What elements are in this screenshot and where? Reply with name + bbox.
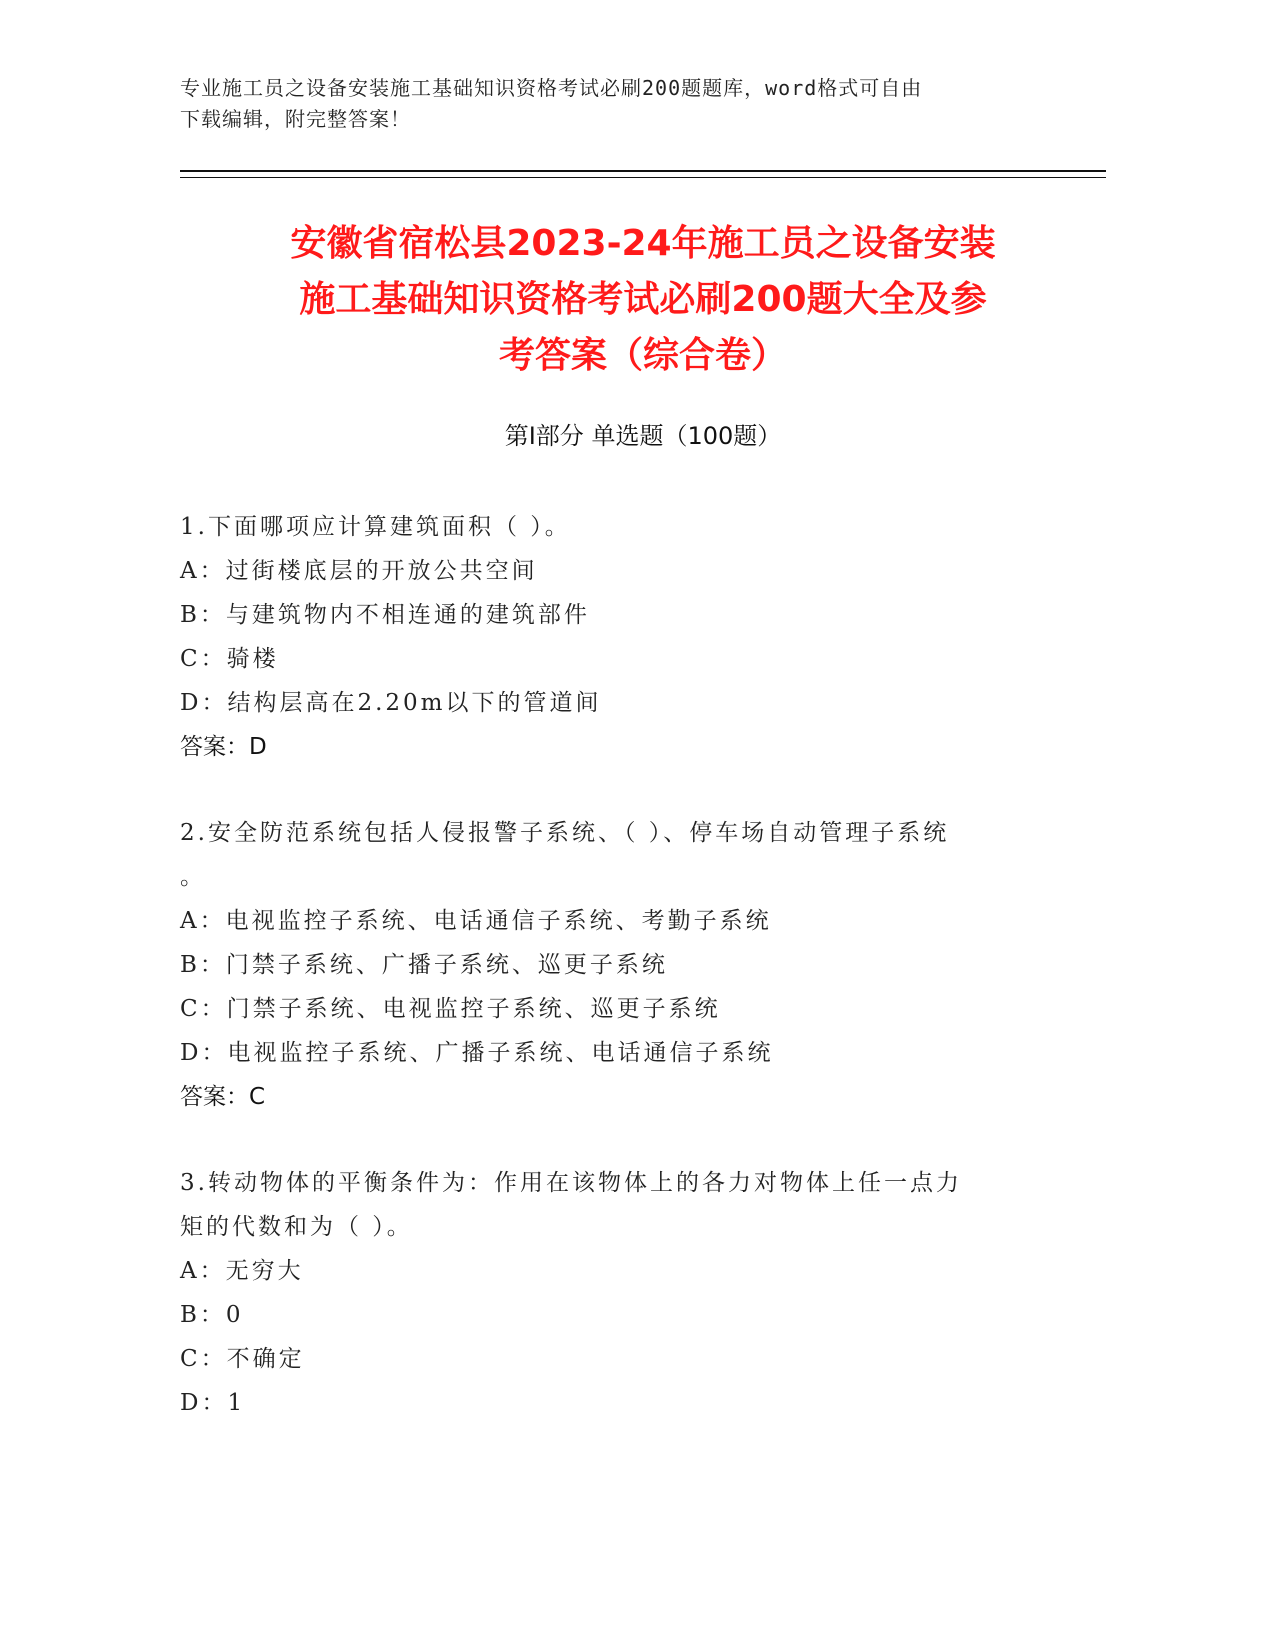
title-line-1: 安徽省宿松县2023-24年施工员之设备安装 xyxy=(290,223,996,264)
question-stem: 2.安全防范系统包括人侵报警子系统、（ ）、停车场自动管理子系统 xyxy=(180,820,950,846)
option-d: D：1 xyxy=(180,1390,246,1416)
title-line-2: 施工基础知识资格考试必刷200题大全及参 xyxy=(299,279,987,320)
question-stem-continued: 矩的代数和为（ ）。 xyxy=(180,1214,413,1240)
header-divider-thin xyxy=(180,177,1106,178)
option-d: D：电视监控子系统、广播子系统、电话通信子系统 xyxy=(180,1040,774,1066)
section-title: 第Ⅰ部分 单选题（100题） xyxy=(504,422,782,450)
question-stem: 1.下面哪项应计算建筑面积（ ）。 xyxy=(180,514,571,540)
option-c: C：骑楼 xyxy=(180,646,279,672)
header-note-line-1: 专业施工员之设备安装施工基础知识资格考试必刷200题题库，word格式可自由 xyxy=(180,76,923,100)
question-stem-continued: 。 xyxy=(180,864,206,890)
question-stem: 3.转动物体的平衡条件为：作用在该物体上的各力对物体上任一点力 xyxy=(180,1170,962,1196)
header-divider-thick xyxy=(180,170,1106,172)
option-a: A：电视监控子系统、电话通信子系统、考勤子系统 xyxy=(180,908,772,934)
option-a: A：过街楼底层的开放公共空间 xyxy=(180,558,538,584)
question-2 xyxy=(180,811,1040,1119)
document-title xyxy=(180,216,1106,384)
option-c: C：不确定 xyxy=(180,1346,305,1372)
answer: 答案：D xyxy=(180,734,267,760)
header-note xyxy=(180,73,1040,135)
question-3 xyxy=(180,1161,1040,1425)
header-note-line-2: 下载编辑，附完整答案！ xyxy=(180,107,411,131)
option-b: B：与建筑物内不相连通的建筑部件 xyxy=(180,602,590,628)
option-d: D：结构层高在2.20m以下的管道间 xyxy=(180,690,602,716)
option-b: B：门禁子系统、广播子系统、巡更子系统 xyxy=(180,952,668,978)
title-line-3: 考答案（综合卷） xyxy=(498,335,787,376)
question-1 xyxy=(180,505,1040,769)
answer: 答案：C xyxy=(180,1084,266,1110)
option-b: B：0 xyxy=(180,1302,244,1328)
option-c: C：门禁子系统、电视监控子系统、巡更子系统 xyxy=(180,996,721,1022)
option-a: A：无穷大 xyxy=(180,1258,304,1284)
question-list xyxy=(180,505,1040,1467)
